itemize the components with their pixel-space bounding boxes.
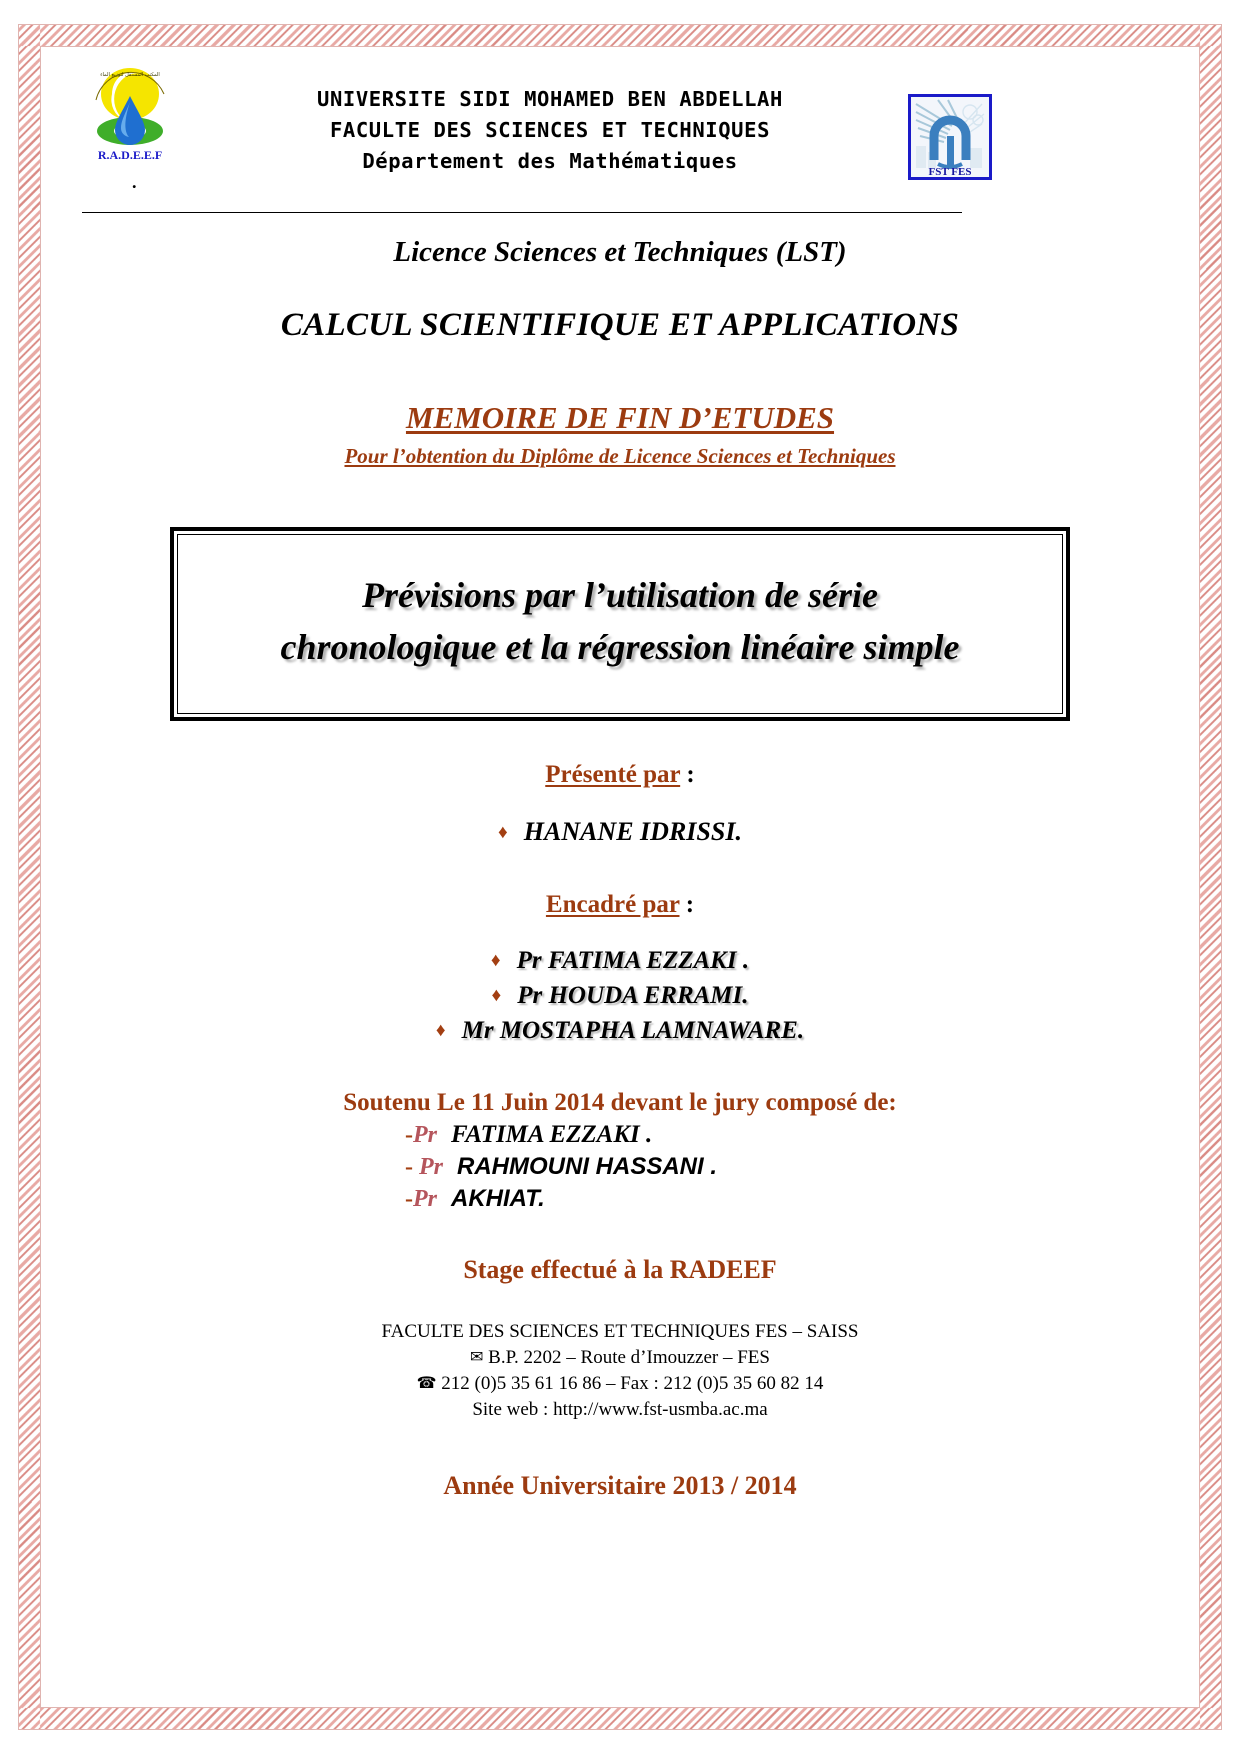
supervised-by-colon: : <box>679 891 695 918</box>
fst-fes-logo-icon <box>908 94 992 180</box>
address-line-2 <box>40 1345 1200 1371</box>
svg-text:المكتب المستقل لتوزيع الماء: المكتب المستقل لتوزيع الماء <box>100 72 160 78</box>
supervisor-name: Pr FATIMA EZZAKI . <box>516 947 750 974</box>
supervised-by-label-text: Encadré par <box>545 891 680 918</box>
list-item <box>40 1017 1200 1045</box>
thesis-title-line-2: chronologique et la régression linéaire simple <box>280 627 960 667</box>
diamond-bullet-icon: ♦ <box>498 822 508 843</box>
jury-section <box>40 1089 1200 1213</box>
supervised-by-label <box>40 891 1200 919</box>
stray-dot: . <box>132 172 137 192</box>
internship-line: Stage effectué à la RADEEF <box>463 1255 777 1284</box>
faculty-name: FACULTE DES SCIENCES ET TECHNIQUES <box>329 118 771 142</box>
address-line-3 <box>40 1371 1200 1397</box>
radeef-logo-icon <box>82 60 178 166</box>
supervisors-list <box>40 947 1200 1045</box>
address-line-4: Site web : http://www.fst-usmba.ac.ma <box>472 1399 768 1420</box>
diamond-bullet-icon: ♦ <box>490 950 501 971</box>
jury-heading: Soutenu Le 11 Juin 2014 devant le jury composé de: <box>343 1089 897 1116</box>
university-header-text <box>210 84 890 177</box>
thesis-title-line-1: Prévisions par l’utilisation de série <box>361 575 879 615</box>
thesis-title-box <box>170 527 1070 721</box>
presented-by-label-text: Présenté par <box>545 761 681 788</box>
list-item <box>40 947 1200 975</box>
memoire-title-text: MEMOIRE DE FIN D’ETUDES <box>405 400 835 435</box>
department-name: Département des Mathématiques <box>362 149 738 173</box>
program-line: Licence Sciences et Techniques (LST) <box>393 236 847 268</box>
jury-members-list <box>40 1121 1200 1213</box>
presented-by-section <box>40 761 1200 847</box>
list-item <box>40 817 1200 847</box>
supervisor-name: Mr MOSTAPHA LAMNAWARE. <box>461 1017 805 1044</box>
jury-dash: - <box>405 1122 413 1148</box>
jury-member-entry <box>405 1153 835 1181</box>
list-item <box>40 1121 1200 1149</box>
faculty-address-block <box>40 1319 1200 1423</box>
telephone-icon: ☎ <box>416 1375 437 1392</box>
page-content <box>40 46 1200 1708</box>
supervised-by-section <box>40 891 1200 1045</box>
jury-member-entry <box>405 1185 835 1213</box>
address-line-2-text: B.P. 2202 – Route d’Imouzzer – FES <box>488 1347 770 1368</box>
list-item <box>40 1153 1200 1181</box>
presented-by-colon: : <box>680 761 695 788</box>
presented-by-label <box>40 761 1200 789</box>
jury-title: Pr <box>413 1122 437 1148</box>
student-entry <box>498 817 742 847</box>
list-item <box>40 1185 1200 1213</box>
supervisor-entry <box>491 947 749 975</box>
memoire-subtitle-text: Pour l’obtention du Diplôme de Licence Sciences et Techniques <box>344 444 896 468</box>
svg-text:FST FES: FST FES <box>928 166 972 178</box>
jury-member-name: AKHIAT. <box>451 1185 545 1212</box>
jury-title: Pr <box>419 1154 443 1180</box>
supervisor-entry <box>436 1017 804 1045</box>
document-header <box>40 46 1200 196</box>
jury-title: Pr <box>413 1186 437 1212</box>
address-line-3-text: 212 (0)5 35 61 16 86 – Fax : 212 (0)5 35 60 82 14 <box>441 1373 824 1394</box>
svg-text:R.A.D.E.E.F: R.A.D.E.E.F <box>97 148 163 162</box>
speciality-line: CALCUL SCIENTIFIQUE ET APPLICATIONS <box>280 307 960 343</box>
supervisor-name: Pr HOUDA ERRAMI. <box>517 982 749 1009</box>
jury-member-name: FATIMA EZZAKI . <box>451 1121 653 1148</box>
student-name: HANANE IDRISSI. <box>523 817 742 846</box>
diamond-bullet-icon: ♦ <box>491 985 502 1006</box>
diamond-bullet-icon: ♦ <box>435 1020 446 1041</box>
memoire-subtitle <box>40 444 1200 469</box>
jury-member-entry <box>405 1121 835 1149</box>
jury-dash: - <box>405 1186 413 1212</box>
address-line-1: FACULTE DES SCIENCES ET TECHNIQUES FES – SAISS <box>381 1321 859 1342</box>
envelope-icon: ✉ <box>470 1349 484 1366</box>
university-name: UNIVERSITE SIDI MOHAMED BEN ABDELLAH <box>317 87 783 111</box>
memoire-title <box>40 400 1200 436</box>
list-item <box>40 982 1200 1010</box>
supervisor-entry <box>491 982 748 1010</box>
jury-dash: - <box>405 1154 419 1180</box>
jury-member-name: RAHMOUNI HASSANI . <box>457 1153 718 1180</box>
students-list <box>40 817 1200 847</box>
academic-year-line: Année Universitaire 2013 / 2014 <box>443 1471 797 1500</box>
thesis-title-box-inner <box>177 534 1063 714</box>
header-divider <box>82 212 962 213</box>
